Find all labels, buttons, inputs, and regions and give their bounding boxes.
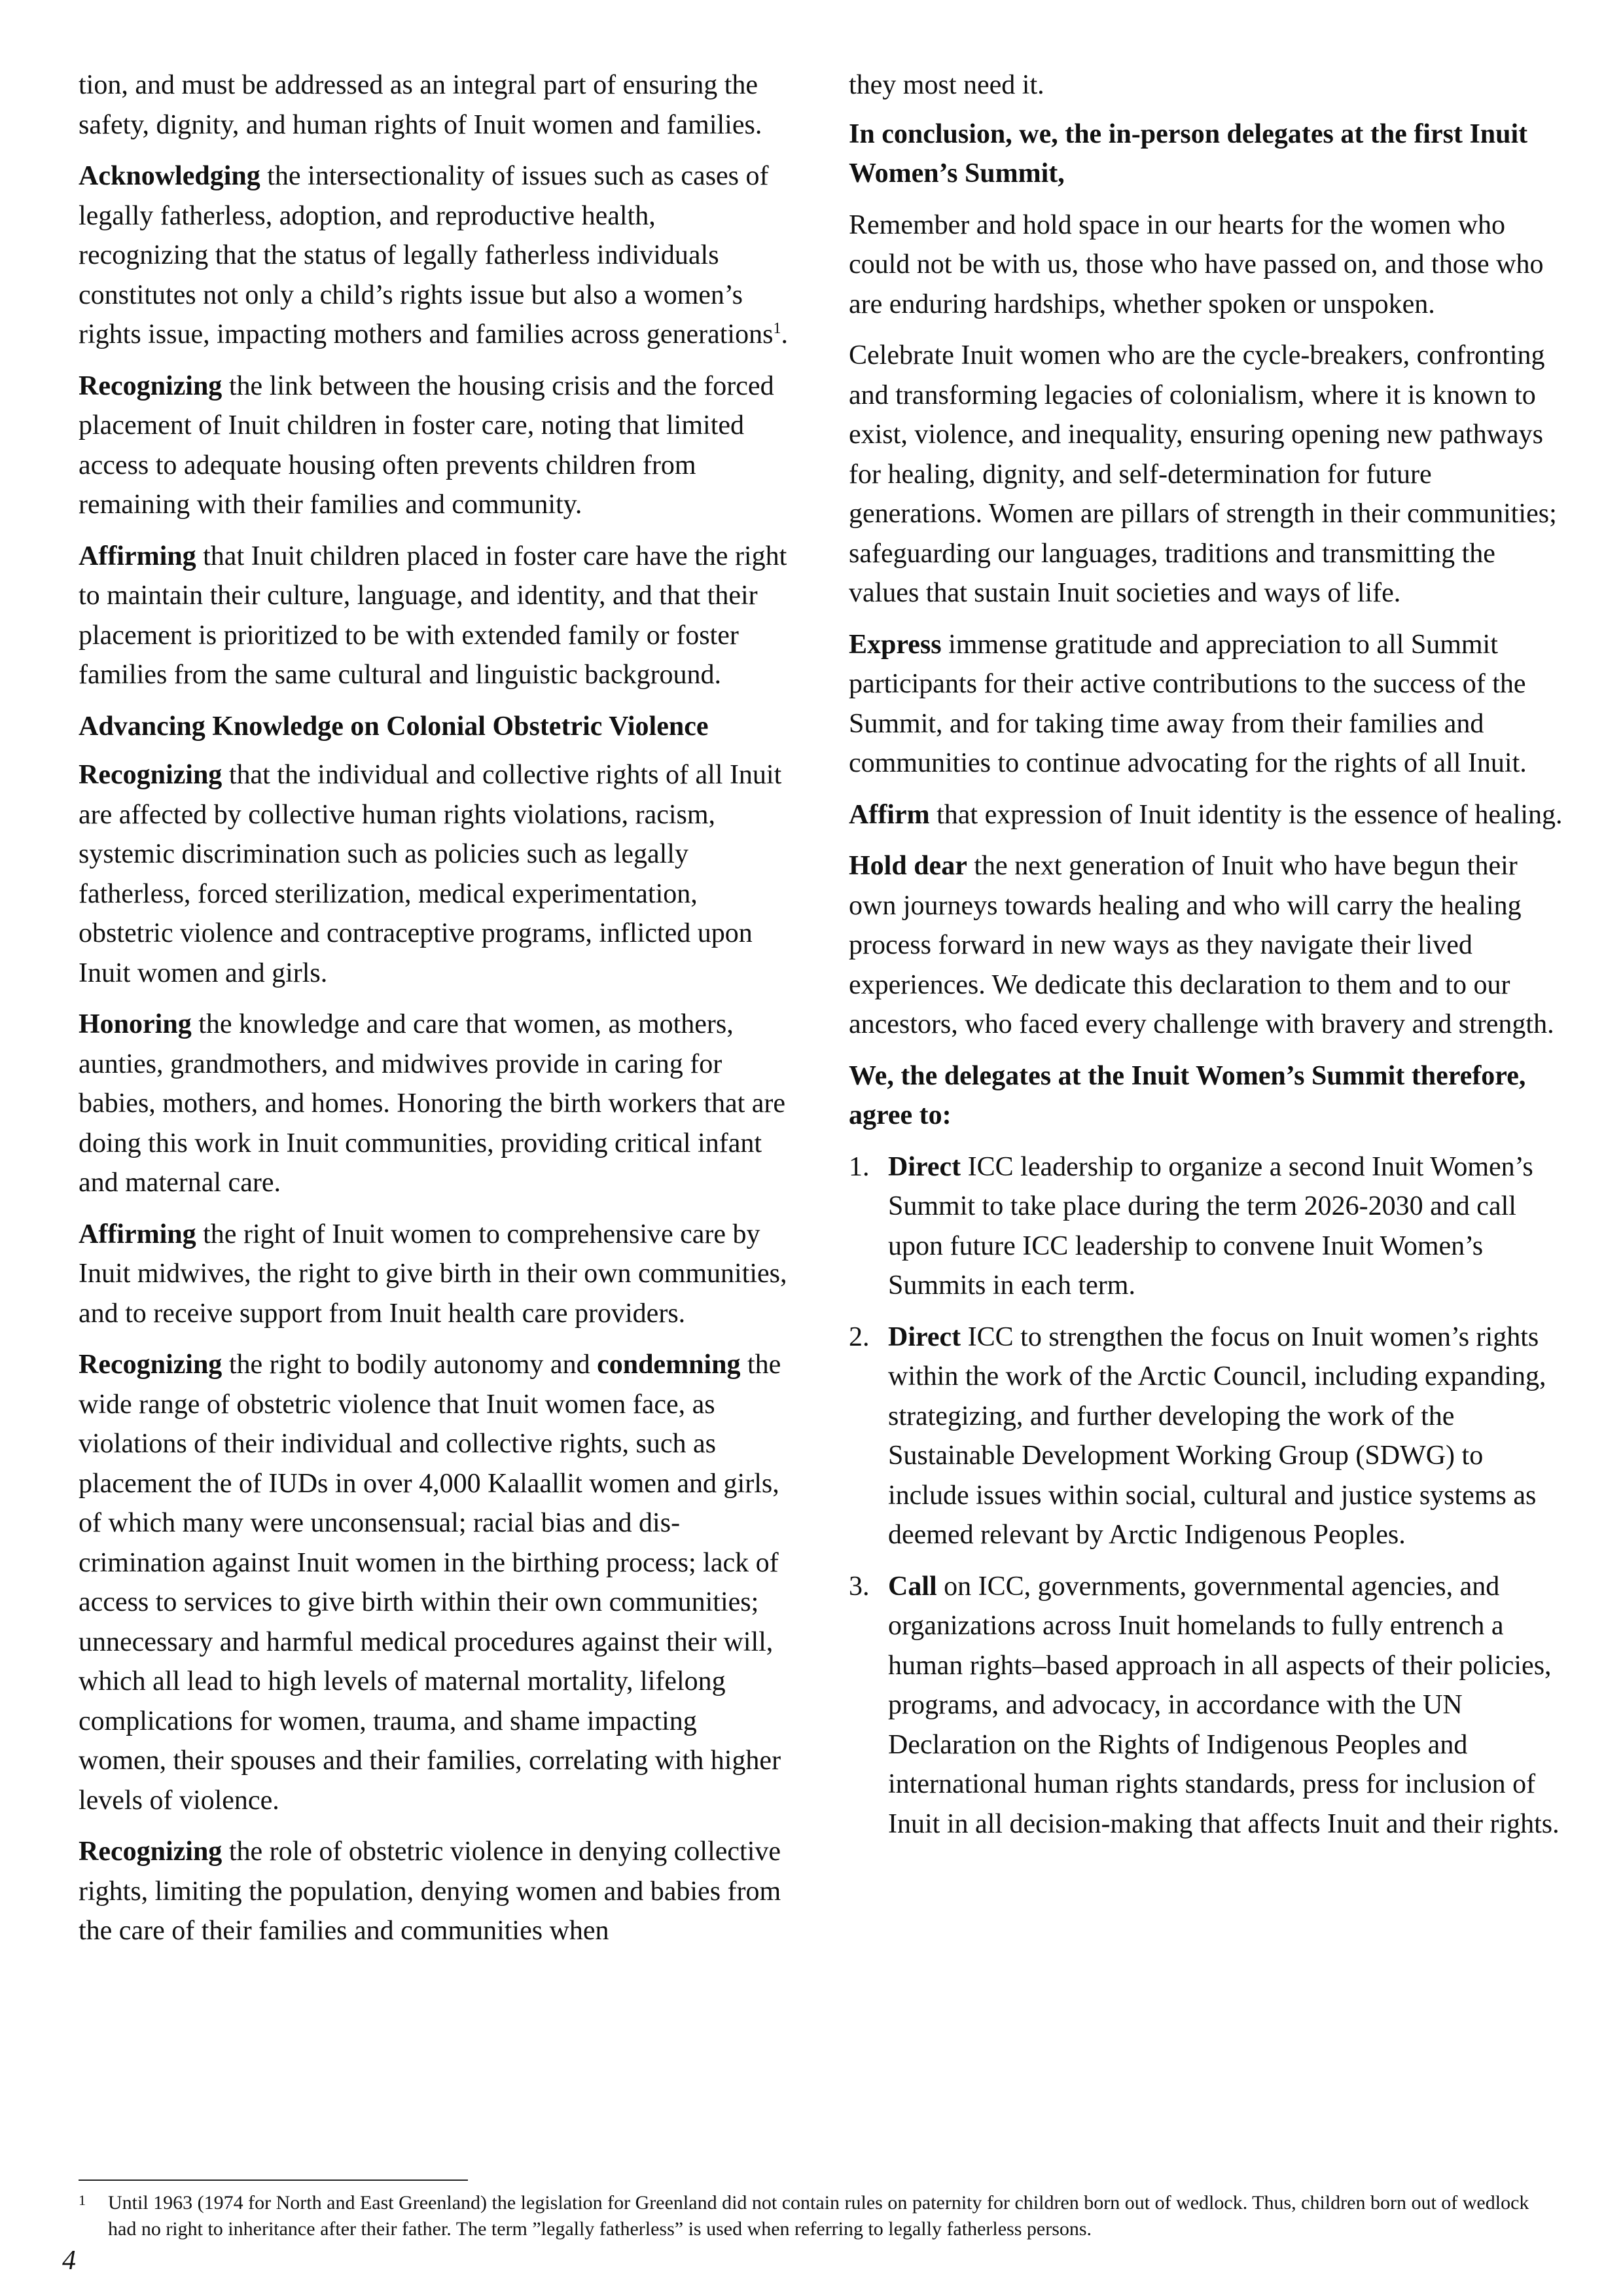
- left-column: [79, 65, 789, 1963]
- paragraph-remember: Remember and hold space in our hearts for the women who could not be with us, those who have passed on, and those who are enduring hardships, whether spoken or unspoken.: [849, 209, 1544, 319]
- paragraph-honoring: Honoring the knowledge and care that women, as mothers, aunties, grandmothers, and midwives provide in caring for babies, mothers, and homes. Honoring the birth workers that are doing this work in Inuit communities, providing critical infant and maternal care.: [79, 1009, 786, 1198]
- paragraph-lead: Acknowledging: [79, 161, 260, 191]
- list-number: 1.: [849, 1151, 870, 1182]
- paragraph-recognizing-housing: Recognizing the link between the housing crisis and the forced placement of Inuit children in foster care, noting that limited access to adequate housing often prevents children from remaining with their families and community.: [79, 370, 774, 520]
- list-number: 3.: [849, 1571, 870, 1602]
- conclusion-heading: In conclusion, we, the in-person delegates at the first Inuit Women’s Summit,: [849, 118, 1528, 188]
- footnote-ref[interactable]: 1: [773, 320, 781, 337]
- paragraph-lead: Recognizing: [79, 1837, 223, 1867]
- list-item: 3. Call on ICC, governments, governmental agencies, and organizations across Inuit homelands to fully entrench a human rights–based approach in all aspects of their policies, programs, and advocacy, in accordance with the UN Declaration on the Rights of Indigenous Peoples and international human rights standards, press for inclusion of Inuit in all decision-making that affects Inuit and their rights.: [849, 1567, 1565, 1844]
- section-heading: Advancing Knowledge on Colonial Obstetric Violence: [79, 711, 709, 742]
- paragraph-lead: Recognizing: [79, 760, 223, 790]
- agree-heading: We, the delegates at the Inuit Women’s Summit therefore, agree to:: [849, 1060, 1526, 1130]
- paragraph-lead: Honoring: [79, 1009, 192, 1039]
- paragraph-affirming-foster: Affirming that Inuit children placed in foster care have the right to maintain their culture, language, and identity, and that their placement is prioritized to be with extended family or foster families from the same cultural and linguistic background.: [79, 541, 787, 690]
- right-column: [849, 65, 1565, 1856]
- paragraph-recognizing-rights: Recognizing that the individual and collective rights of all Inuit are affected by collective human rights violations, racism, systemic discrimination such as policies such as legally fatherless, forced sterilization, medical experimentation, obstetric violence and contraceptive programs, inflicted upon Inuit women and girls.: [79, 760, 782, 988]
- paragraph-lead: Hold dear: [849, 851, 967, 881]
- paragraph-lead: Recognizing: [79, 370, 223, 401]
- paragraph-continuation: tion, and must be addressed as an integral part of ensuring the safety, dignity, and human rights of Inuit women and families.: [79, 70, 762, 140]
- paragraph-lead: Recognizing: [79, 1350, 223, 1380]
- paragraph-affirming-midwives: Affirming the right of Inuit women to comprehensive care by Inuit midwives, the right to give birth in their own communities, and to receive support from Inuit health care providers.: [79, 1219, 787, 1329]
- paragraph-lead: Affirm: [849, 799, 930, 830]
- paragraph-recognizing-role: Recognizing the role of obstetric violence in denying collective rights, limiting the population, denying women and babies from the care of their families and communities when: [79, 1837, 781, 1946]
- list-item: 1. Direct ICC leadership to organize a second Inuit Women’s Summit to take place during the term 2026-2030 and call upon future ICC leadership to convene Inuit Women’s Summits in each term.: [849, 1147, 1565, 1306]
- item-lead: Direct: [888, 1151, 961, 1182]
- item-lead: Call: [888, 1571, 937, 1602]
- footnote: [79, 2190, 1538, 2242]
- paragraph-hold-dear: Hold dear the next generation of Inuit who have begun their own journeys towards healing and who will carry the healing process forward in new ways as they navigate their lived experiences. We dedicate this declaration to them and to our ancestors, who faced every challenge with bravery and strength.: [849, 851, 1554, 1039]
- paragraph-express: Express immense gratitude and appreciation to all Summit participants for their active contributions to the success of the Summit, and for taking time away from their families and communities to continue advocating for the rights of all Inuit.: [849, 629, 1527, 778]
- footnote-mark: 1: [79, 2192, 86, 2208]
- paragraph-affirm: Affirm that expression of Inuit identity is the essence of healing.: [849, 799, 1563, 830]
- item-lead: Direct: [888, 1321, 961, 1352]
- paragraph-lead: Express: [849, 629, 942, 660]
- paragraph-continuation: they most need it.: [849, 70, 1044, 100]
- list-number: 2.: [849, 1321, 870, 1352]
- footnote-text: Until 1963 (1974 for North and East Greenland) the legislation for Greenland did not contain rules on paternity for children born out of wedlock. Thus, children born out of wedlock had no right to inheritance after their father. The term ”legally fatherless” is used when referring to legally fatherless persons.: [108, 2192, 1529, 2240]
- paragraph-celebrate: Celebrate Inuit women who are the cycle-breakers, confronting and transforming legacies of colonialism, where it is known to exist, violence, and inequality, ensuring opening new pathways for healing, dignity, and self-determination for future generations. Women are pillars of strength in their communities; safeguarding our languages, traditions and transmitting the values that sustain Inuit societies and ways of life.: [849, 340, 1557, 608]
- paragraph-lead: Affirming: [79, 541, 196, 571]
- paragraph-lead: Affirming: [79, 1219, 196, 1249]
- page-number: 4: [62, 2246, 76, 2276]
- footnote-divider: [79, 2179, 468, 2181]
- paragraph-acknowledging: Acknowledging the intersectionality of issues such as cases of legally fatherless, adoption, and reproductive health, recognizing that the status of legally fatherless individuals constitutes not only a child’s rights issue but also a women’s rights issue, impacting mothers and families across generations$^1$.: [79, 161, 788, 350]
- paragraph-recognizing-autonomy: Recognizing the right to bodily autonomy and condemning the wide range of obstetric violence that Inuit women face, as violations of their individual and collective rights, such as placement the of IUDs in over 4,000 Kalaallit women and girls, of which many were unconsensual; racial bias and discrimination against Inuit women in the birthing process; lack of access to services to give birth within their own communities; unnecessary and harmful medical procedures against their will, which all lead to high levels of maternal mortality, lifelong complications for women, trauma, and shame impacting women, their spouses and their families, correlating with higher levels of violence.: [79, 1350, 781, 1816]
- list-item: 2. Direct ICC to strengthen the focus on Inuit women’s rights within the work of the Arctic Council, including expanding, strategizing, and further developing the work of the Sustainable Development Working Group (SDWG) to include issues within social, cultural and justice systems as deemed relevant by Arctic Indigenous Peoples.: [849, 1318, 1565, 1555]
- agreement-list: [849, 1147, 1565, 1844]
- paragraph-lead-condemning: condemning: [597, 1350, 741, 1380]
